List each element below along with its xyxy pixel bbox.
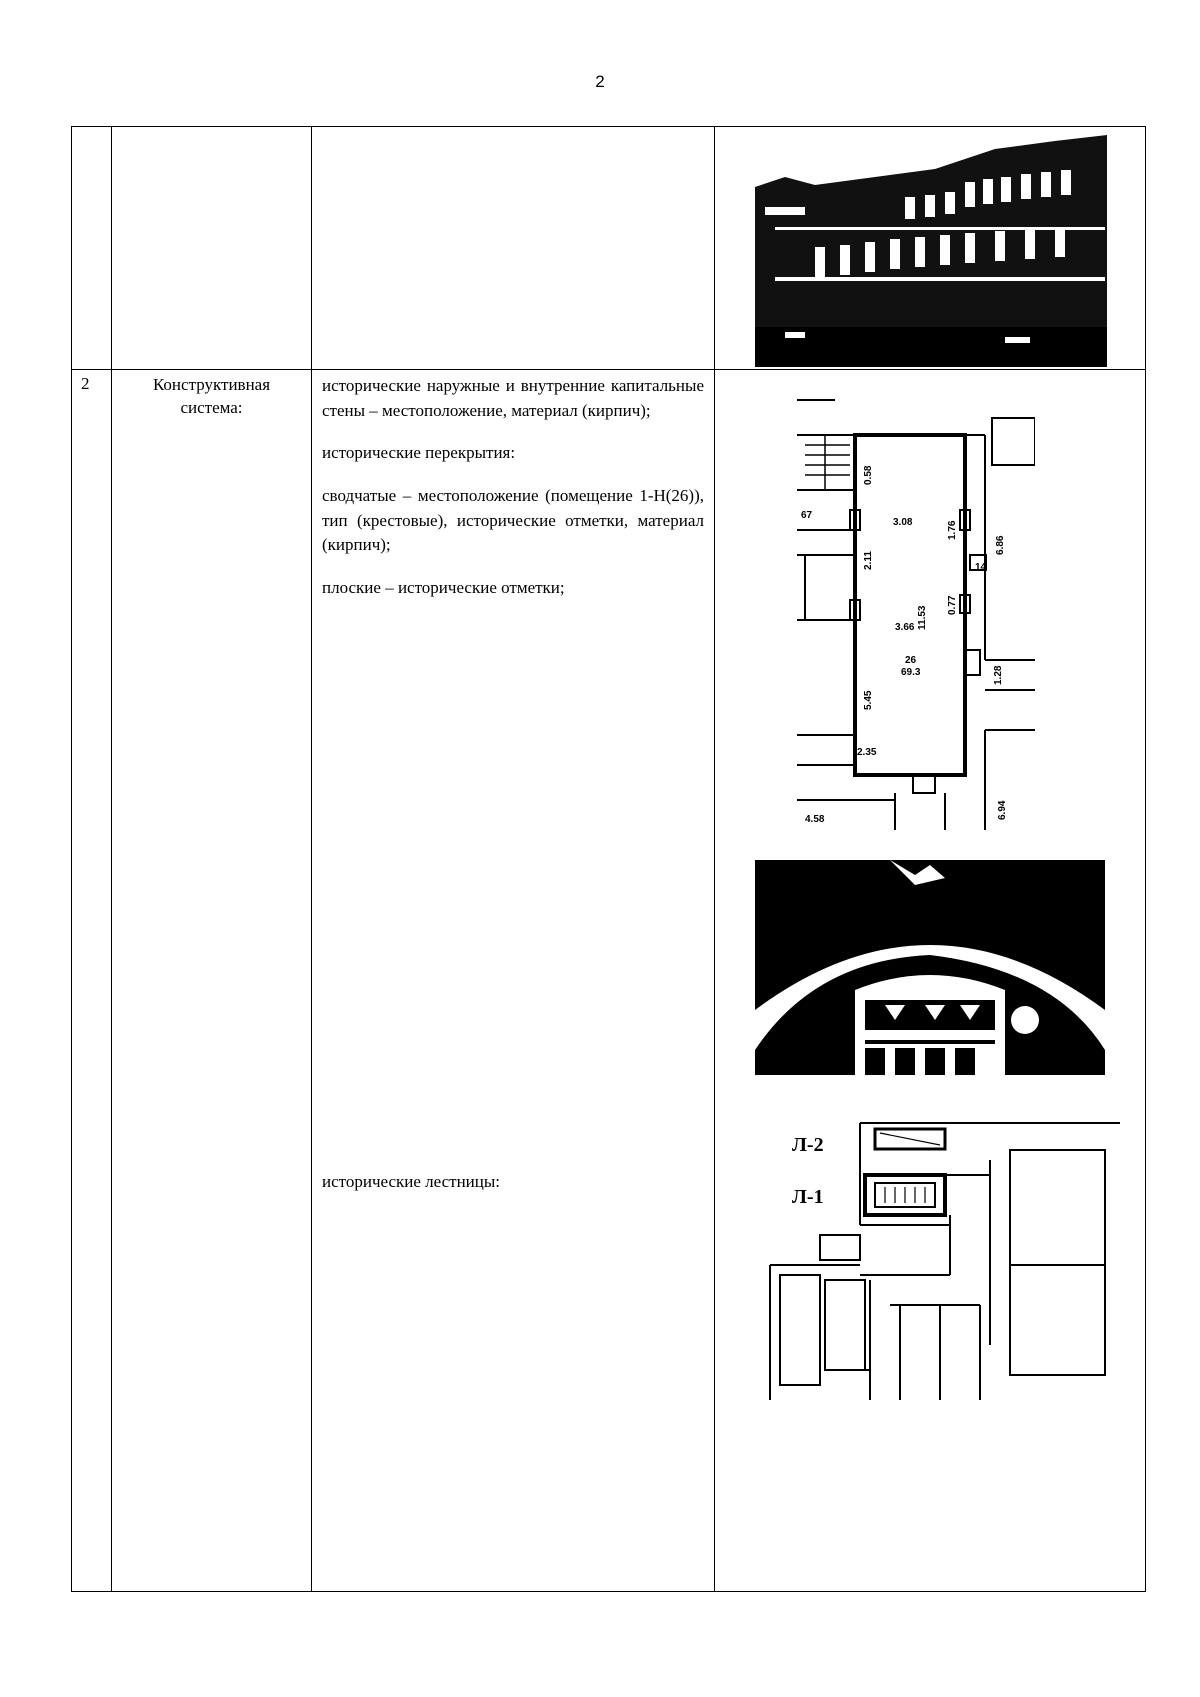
protected-elements-table [71,126,1146,1592]
vault-interior-photo [755,860,1105,1075]
description-vaulted: сводчатые – местоположение (помещение 1-Н(26)), тип (крестовые), исторические отметки, материал (кирпич); [322,485,704,555]
floor-plan-room-26 [795,390,1035,830]
plan-dimension-label: 3.08 [893,517,913,528]
row-number-cell: 2 [72,370,112,1592]
plan-dimension-label: 1.76 [947,520,958,540]
plan-dimension-label: 3.66 [895,622,915,633]
description-flat: плоские – исторические отметки; [322,577,565,597]
description-stairs: исторические лестницы: [322,1172,501,1191]
description-floors: исторические перекрытия: [322,443,516,463]
facade-photo [755,127,1107,367]
plan-dimension-label: 11.53 [917,605,928,630]
plan-dimension-label: 0.58 [863,465,874,485]
plan-dimension-label: 67 [801,510,813,521]
description-walls: исторические наружные и внутренние капитальные стены – местоположение, материал (кирпич); [322,376,704,420]
room-area-label: 69.3 [901,667,921,678]
staircase-floor-plan [750,1115,1120,1400]
row-description-cell [312,370,715,1592]
room-number-label: 26 [905,655,917,666]
plan-dimension-label: 6.94 [997,800,1008,820]
row-name-cell: Конструктивная система: [112,370,312,1592]
stair-label-l1: Л-1 [792,1186,824,1208]
stair-label-l2: Л-2 [792,1134,824,1156]
facade-photo-cell [715,127,1146,370]
table-row [72,127,1146,370]
row-number-cell [72,127,112,370]
drawings-cell [715,370,1146,1592]
row-name-cell [112,127,312,370]
plan-dimension-label: 14 [975,562,987,573]
plan-dimension-label: 1.28 [993,665,1004,685]
plan-dimension-label: 2.11 [863,551,874,570]
row-description-cell [312,127,715,370]
page-number: 2 [595,72,605,91]
plan-dimension-label: 4.58 [805,814,825,825]
plan-dimension-label: 0.77 [947,595,958,615]
plan-dimension-label: 5.45 [863,690,874,710]
plan-dimension-label: 2.35 [857,747,877,758]
plan-dimension-label: 6.86 [995,535,1006,555]
table-row [72,370,1146,1592]
